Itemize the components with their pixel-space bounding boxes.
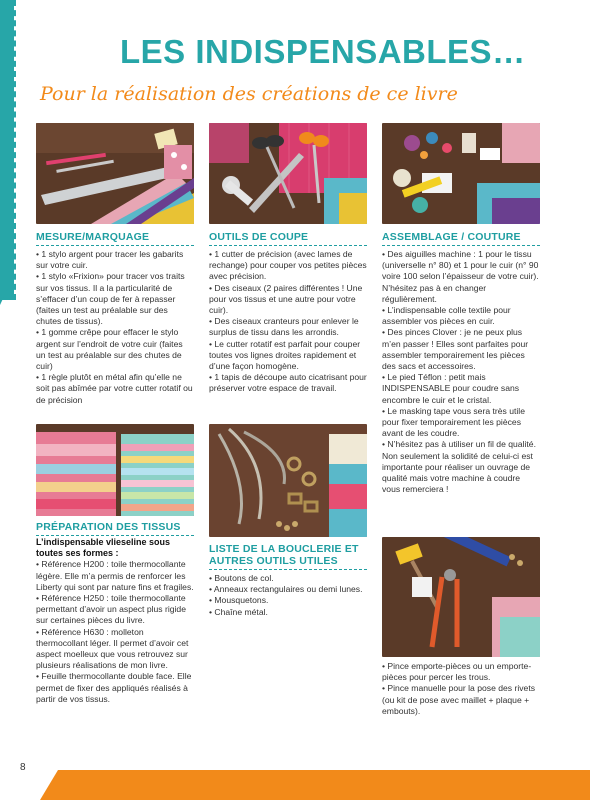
coupe-item: • 1 cutter de précision (avec lames de rechange) pour couper vos petites pièces avec précision.: [209, 249, 367, 282]
tissus-item: • Feuille thermocollante double face. Elle permet de fixer des appliqués réalisés à partir de vos tissus.: [36, 671, 192, 704]
assemblage-item: • L’indispensable colle textile pour assembler vos pièces en cuir.: [382, 305, 511, 327]
tissus-item: • Référence H200 : toile thermocollante légère. Elle m’a permis de renforcer les Liberty qui sont par nature fins et fragiles.: [36, 559, 194, 592]
coupe-item: • Des ciseaux (2 paires différentes ! Une pour vos tissus et une autre pour votre cuir).: [209, 282, 363, 316]
text-tissus: [36, 537, 194, 705]
heading-assemblage: ASSEMBLAGE / COUTURE: [382, 231, 540, 246]
text-coupe: [209, 249, 367, 395]
page-title: LES INDISPENSABLES…: [120, 33, 526, 70]
heading-mesure: MESURE/MARQUAGE: [36, 231, 194, 246]
left-stitch-line: [14, 0, 20, 300]
photo-rivet-pliers: [382, 537, 540, 657]
mesure-item: • 1 stylo «Frixion» pour tracer vos traits sur vos tissus. Il a la particularité de s’effacer d’un coup de fer à repasser (faites un test au préalable sur des chutes de tissus).: [36, 271, 185, 327]
text-assemblage: [382, 249, 540, 495]
tissus-item: • Référence H250 : toile thermocollante permettant d’avoir un aspect plus rigide sur certaines pièces du livre.: [36, 593, 186, 626]
heading-coupe: OUTILS DE COUPE: [209, 231, 367, 246]
photo-hardware: [209, 424, 367, 537]
left-teal-band: [0, 0, 14, 300]
photo-fabrics: [36, 424, 194, 516]
assemblage-item: • Des pinces Clover : je ne peux plus m’en passer ! Elles sont parfaites pour assembler temporairement les pièces des sacs et accessoires.: [382, 327, 529, 372]
coupe-item: • Des ciseaux cranteurs pour enlever le surplus de tissu dans les arrondis.: [209, 316, 359, 338]
photo-assembly-tools: [382, 123, 540, 224]
tissus-intro: L’indispensable vlieseline sous toutes ses formes :: [36, 537, 171, 559]
bouclerie-item: • Chaîne métal.: [209, 606, 268, 617]
photo-cutting-tools: [209, 123, 367, 224]
assemblage-item: • N’hésitez pas à utiliser un fil de qualité. Non seulement la solidité de celui-ci est importante pour réaliser un ouvrage de qualité mais votre machine à coudre vous remerciera !: [382, 439, 536, 495]
bouclerie-item: • Boutons de col.: [209, 573, 274, 583]
heading-bouclerie: LISTE DE LA BOUCLERIE ET AUTRES OUTILS UTILES: [209, 543, 367, 570]
left-band-notch: [0, 275, 14, 305]
mesure-item: • 1 stylo argent pour tracer les gabarits sur votre cuir.: [36, 249, 184, 271]
photo-measuring-tools: [36, 123, 194, 224]
assemblage-item: • Des aiguilles machine : 1 pour le tissu (universelle n° 80) et 1 pour le cuir (n° 90 voire 100 selon l’épaisseur de votre cuir). N’hésitez pas à en changer régulièrement.: [382, 249, 539, 304]
mesure-item: • 1 règle plutôt en métal afin qu’elle ne soit pas abîmée par votre cutter rotatif ou de précision: [36, 372, 193, 405]
pinces-item: • Pince emporte-pièces ou un emporte-pièces pour percer les trous.: [382, 661, 532, 683]
assemblage-item: • Le masking tape vous sera très utile pour fixer temporairement les pièces avant de les coudre.: [382, 405, 525, 439]
pinces-item: • Pince manuelle pour la pose des rivets (ou kit de pose avec maillet + plaque + embouts).: [382, 683, 536, 716]
coupe-item: • 1 tapis de découpe auto cicatrisant pour préserver votre espace de travail.: [209, 372, 367, 394]
heading-tissus: PRÉPARATION DES TISSUS: [36, 521, 194, 536]
text-mesure: [36, 249, 194, 406]
page-subtitle: Pour la réalisation des créations de ce livre: [40, 83, 458, 105]
bouclerie-item: • Mousquetons.: [209, 595, 269, 606]
page-number: 8: [20, 762, 26, 773]
text-pinces: [382, 661, 540, 717]
coupe-item: • Le cutter rotatif est parfait pour couper toutes vos lignes droites rapidement et d’une façon homogène.: [209, 338, 361, 372]
text-bouclerie: [209, 573, 367, 618]
mesure-item: • 1 gomme crêpe pour effacer le stylo argent sur l’endroit de votre cuir (faites un test au préalable sur des chutes de cuir): [36, 327, 183, 372]
assemblage-item: • Le pied Téflon : petit mais INDISPENSABLE pour coudre sans encombre le cuir et le cristal.: [382, 372, 520, 405]
footer-orange-bar: [40, 770, 590, 800]
tissus-item: • Référence H630 : molleton thermocollant léger. Il permet d’avoir cet aspect moelleux que vous retrouvez sur plusieurs réalisations de mon livre.: [36, 626, 189, 671]
bouclerie-item: • Anneaux rectangulaires ou demi lunes.: [209, 584, 363, 595]
